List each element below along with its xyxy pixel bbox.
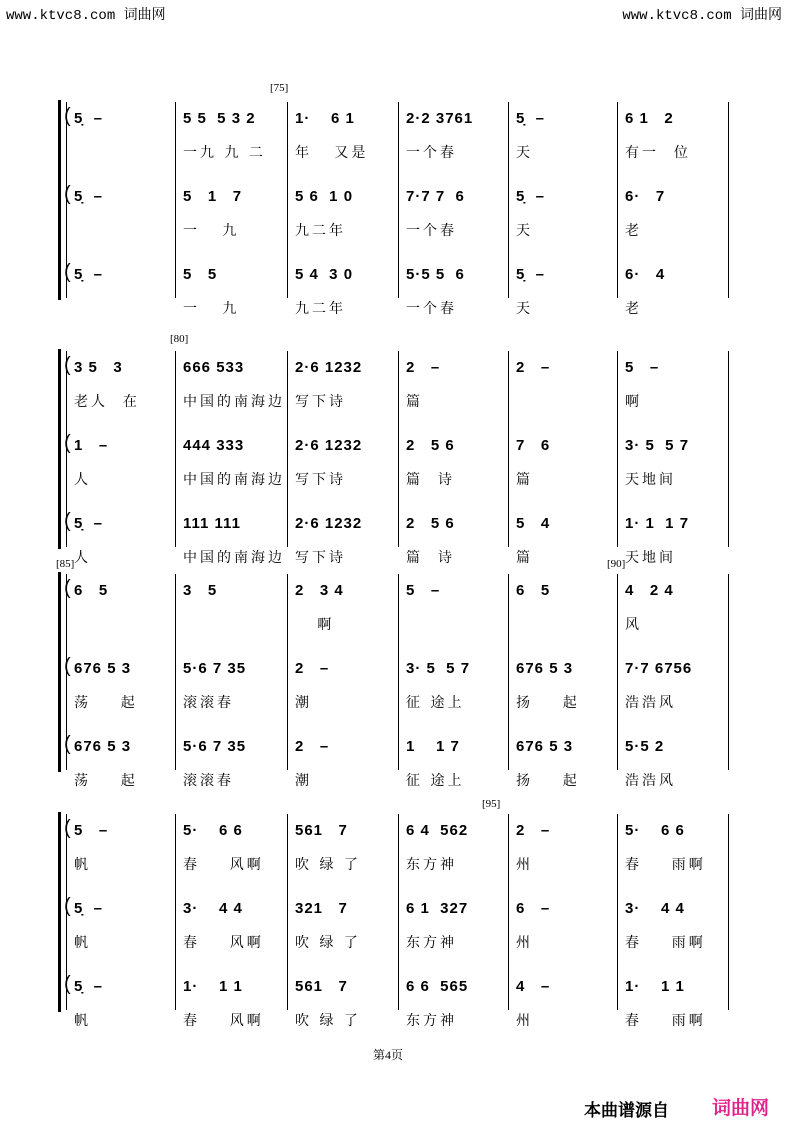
barline	[175, 574, 176, 770]
measure-notes: 676 5 3	[74, 738, 132, 755]
measure-lyrics: 浩浩风	[625, 773, 676, 789]
measure-notes: 5̣ –	[74, 900, 104, 917]
measure-notes: 5· 6 6	[625, 822, 685, 839]
measure-number: [75]	[270, 82, 289, 94]
measure-lyrics: 东方神	[406, 1013, 457, 1029]
measure-notes: 7 6	[516, 437, 551, 454]
measure-notes: 5̣ –	[516, 188, 546, 205]
measure-number: [80]	[170, 333, 189, 345]
barline	[617, 574, 618, 770]
measure-lyrics: 中国的南海边	[183, 472, 285, 488]
source-label: 本曲谱源自	[584, 1101, 669, 1121]
measure-lyrics: 帆	[74, 857, 91, 873]
measure-notes: 1 1 7	[406, 738, 460, 755]
measure-notes: 5̣ –	[74, 515, 104, 532]
barline	[728, 814, 729, 1010]
barline	[508, 574, 509, 770]
barline	[617, 814, 618, 1010]
measure-lyrics: 九二年	[295, 301, 346, 317]
measure-lyrics: 滚滚春	[183, 773, 234, 789]
measure-notes: 7·7 7 6	[406, 188, 465, 205]
barline	[728, 574, 729, 770]
measure-lyrics: 篇	[406, 394, 423, 410]
measure-lyrics: 东方神	[406, 935, 457, 951]
measure-notes: 5 1 7	[183, 188, 243, 205]
measure-notes: 3· 4 4	[183, 900, 243, 917]
measure-notes: 561 7	[295, 978, 348, 995]
measure-notes: 2 –	[295, 660, 330, 677]
measure-notes: 5̣ –	[516, 110, 546, 127]
voice-brace: (	[64, 655, 71, 677]
measure-notes: 6 4 562	[406, 822, 469, 839]
measure-notes: 666 533	[183, 359, 245, 376]
measure-notes: 6 6 565	[406, 978, 469, 995]
measure-notes: 676 5 3	[516, 660, 574, 677]
measure-notes: 444 333	[183, 437, 245, 454]
measure-lyrics: 荡 起	[74, 695, 138, 711]
measure-lyrics: 州	[516, 857, 533, 873]
measure-lyrics: 东方神	[406, 857, 457, 873]
measure-lyrics: 荡 起	[74, 773, 138, 789]
measure-notes: 6 5	[516, 582, 551, 599]
measure-notes: 5 6 1 0	[295, 188, 354, 205]
measure-notes: 2 3 4	[295, 582, 344, 599]
measure-lyrics: 春 雨啊	[625, 935, 706, 951]
barline	[175, 351, 176, 547]
measure-lyrics: 年 又是	[295, 145, 369, 161]
measure-notes: 5 4	[516, 515, 551, 532]
voice-brace: (	[64, 432, 71, 454]
measure-notes: 321 7	[295, 900, 348, 917]
measure-notes: 2 –	[406, 359, 441, 376]
voice-brace: (	[64, 577, 71, 599]
barline	[398, 102, 399, 298]
barline	[287, 102, 288, 298]
measure-notes: 5·5 2	[625, 738, 665, 755]
page-number: 第4页	[373, 1048, 404, 1062]
measure-notes: 5̣ –	[74, 978, 104, 995]
measure-lyrics: 浩浩风	[625, 695, 676, 711]
measure-notes: 4 –	[516, 978, 551, 995]
measure-notes: 2·6 1232	[295, 359, 363, 376]
barline	[287, 351, 288, 547]
measure-lyrics: 潮	[295, 773, 312, 789]
measure-lyrics: 有一 位	[625, 145, 691, 161]
voice-brace: (	[64, 183, 71, 205]
measure-lyrics: 帆	[74, 935, 91, 951]
measure-lyrics: 州	[516, 1013, 533, 1029]
voice-brace: (	[64, 895, 71, 917]
measure-notes: 5·6 7 35	[183, 738, 247, 755]
measure-notes: 5̣ –	[74, 110, 104, 127]
barline	[508, 814, 509, 1010]
site-header-right: www.ktvc8.com 词曲网	[622, 8, 782, 24]
barline	[728, 102, 729, 298]
measure-notes: 6· 7	[625, 188, 666, 205]
measure-lyrics: 一 九	[183, 223, 240, 239]
measure-notes: 5 5	[183, 266, 218, 283]
measure-notes: 2 –	[516, 822, 551, 839]
voice-brace: (	[64, 261, 71, 283]
measure-notes: 6 1 327	[406, 900, 469, 917]
measure-notes: 5·5 5 6	[406, 266, 465, 283]
measure-notes: 1 –	[74, 437, 109, 454]
measure-lyrics: 天	[516, 301, 533, 317]
measure-lyrics: 吹 绿 了	[295, 935, 361, 951]
measure-lyrics: 一 九	[183, 301, 240, 317]
barline	[398, 814, 399, 1010]
measure-notes: 3· 5 5 7	[406, 660, 471, 677]
barline	[508, 102, 509, 298]
measure-notes: 3· 4 4	[625, 900, 685, 917]
measure-lyrics: 老人 在	[74, 394, 140, 410]
measure-notes: 2 –	[516, 359, 551, 376]
measure-lyrics: 篇 诗	[406, 472, 455, 488]
measure-lyrics: 一个春	[406, 145, 457, 161]
measure-lyrics: 写下诗	[295, 394, 346, 410]
measure-lyrics: 篇	[516, 472, 533, 488]
measure-notes: 1· 1 1	[183, 978, 243, 995]
measure-lyrics: 中国的南海边	[183, 550, 285, 566]
voice-brace: (	[64, 733, 71, 755]
measure-notes: 5̣ –	[516, 266, 546, 283]
measure-notes: 6 1 2	[625, 110, 674, 127]
measure-lyrics: 老	[625, 301, 642, 317]
measure-notes: 5 –	[625, 359, 660, 376]
measure-lyrics: 天地间	[625, 472, 676, 488]
measure-lyrics: 天地间	[625, 550, 676, 566]
measure-lyrics: 春 雨啊	[625, 1013, 706, 1029]
measure-lyrics: 吹 绿 了	[295, 1013, 361, 1029]
measure-lyrics: 人	[74, 550, 91, 566]
measure-lyrics: 扬 起	[516, 695, 580, 711]
measure-notes: 5̣ –	[74, 188, 104, 205]
measure-lyrics: 天	[516, 145, 533, 161]
measure-lyrics: 春 风啊	[183, 1013, 264, 1029]
measure-notes: 5̣ –	[74, 266, 104, 283]
measure-notes: 2 5 6	[406, 515, 455, 532]
measure-notes: 6· 4	[625, 266, 666, 283]
measure-lyrics: 春 风啊	[183, 935, 264, 951]
measure-notes: 561 7	[295, 822, 348, 839]
measure-lyrics: 春 风啊	[183, 857, 264, 873]
barline	[728, 351, 729, 547]
measure-notes: 6 –	[516, 900, 551, 917]
measure-notes: 3 5	[183, 582, 218, 599]
measure-notes: 111 111	[183, 515, 241, 532]
barline	[287, 574, 288, 770]
measure-notes: 2·2 3761	[406, 110, 474, 127]
measure-lyrics: 啊	[295, 617, 335, 633]
measure-lyrics: 写下诗	[295, 472, 346, 488]
measure-lyrics: 一九 九 二	[183, 145, 266, 161]
barline	[508, 351, 509, 547]
measure-lyrics: 九二年	[295, 223, 346, 239]
measure-notes: 1· 1 1 7	[625, 515, 690, 532]
measure-lyrics: 帆	[74, 1013, 91, 1029]
measure-notes: 2 5 6	[406, 437, 455, 454]
measure-lyrics: 征 途上	[406, 695, 465, 711]
measure-lyrics: 篇 诗	[406, 550, 455, 566]
measure-notes: 3· 5 5 7	[625, 437, 690, 454]
voice-brace: (	[64, 354, 71, 376]
site-logo: 词曲网	[712, 1097, 770, 1119]
measure-lyrics: 潮	[295, 695, 312, 711]
measure-notes: 6 5	[74, 582, 109, 599]
measure-lyrics: 扬 起	[516, 773, 580, 789]
measure-notes: 676 5 3	[516, 738, 574, 755]
voice-brace: (	[64, 817, 71, 839]
measure-notes: 5 4 3 0	[295, 266, 354, 283]
measure-number: [90]	[607, 558, 626, 570]
measure-notes: 7·7 6756	[625, 660, 693, 677]
measure-lyrics: 滚滚春	[183, 695, 234, 711]
voice-brace: (	[64, 105, 71, 127]
measure-notes: 5 –	[74, 822, 109, 839]
measure-notes: 2 –	[295, 738, 330, 755]
measure-lyrics: 啊	[625, 394, 642, 410]
site-header-left: www.ktvc8.com 词曲网	[6, 8, 166, 24]
measure-lyrics: 写下诗	[295, 550, 346, 566]
measure-notes: 2·6 1232	[295, 515, 363, 532]
measure-lyrics: 一个春	[406, 223, 457, 239]
measure-lyrics: 风	[625, 617, 642, 633]
measure-notes: 5· 6 6	[183, 822, 243, 839]
measure-notes: 5 –	[406, 582, 441, 599]
voice-brace: (	[64, 510, 71, 532]
measure-lyrics: 吹 绿 了	[295, 857, 361, 873]
barline	[617, 351, 618, 547]
measure-notes: 2·6 1232	[295, 437, 363, 454]
measure-notes: 3 5 3	[74, 359, 123, 376]
measure-lyrics: 篇	[516, 550, 533, 566]
barline	[175, 814, 176, 1010]
measure-lyrics: 老	[625, 223, 642, 239]
voice-brace: (	[64, 973, 71, 995]
measure-notes: 4 2 4	[625, 582, 674, 599]
measure-notes: 1· 6 1	[295, 110, 355, 127]
measure-lyrics: 人	[74, 472, 91, 488]
measure-lyrics: 州	[516, 935, 533, 951]
measure-notes: 5·6 7 35	[183, 660, 247, 677]
barline	[175, 102, 176, 298]
measure-notes: 5 5 5 3 2	[183, 110, 256, 127]
barline	[398, 574, 399, 770]
measure-lyrics: 春 雨啊	[625, 857, 706, 873]
measure-lyrics: 征 途上	[406, 773, 465, 789]
measure-lyrics: 天	[516, 223, 533, 239]
measure-notes: 676 5 3	[74, 660, 132, 677]
barline	[617, 102, 618, 298]
barline	[287, 814, 288, 1010]
measure-lyrics: 一个春	[406, 301, 457, 317]
measure-notes: 1· 1 1	[625, 978, 685, 995]
measure-number: [95]	[482, 798, 501, 810]
measure-lyrics: 中国的南海边	[183, 394, 285, 410]
measure-number: [85]	[56, 558, 75, 570]
barline	[398, 351, 399, 547]
